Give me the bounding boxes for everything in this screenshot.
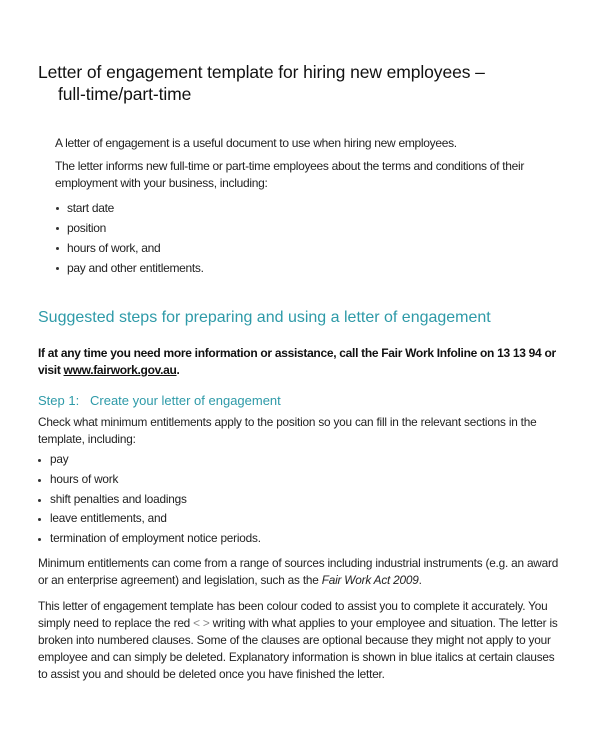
step-paragraph-2 — [38, 555, 560, 589]
fairwork-link[interactable]: www.fairwork.gov.au — [63, 363, 177, 377]
intro-paragraph-1: A letter of engagement is a useful document to use when hiring new employees. — [55, 136, 457, 150]
list-item: shift penalties and loadings — [38, 490, 560, 510]
step-number: Step 1: — [38, 393, 80, 408]
p2-end: . — [418, 572, 422, 587]
infoline-notice — [38, 345, 558, 379]
list-item: termination of employment notice periods. — [38, 529, 560, 549]
list-item: position — [55, 218, 555, 238]
infoline-text: If at any time you need more information or assistance, call the Fair Work Infoline on 13 13 94 or visit — [38, 346, 556, 377]
intro-paragraph-2: The letter informs new full-time or part-time employees about the terms and conditions of their employment with your business, including: — [55, 159, 525, 190]
title-line-1: Letter of engagement template for hiring new employees – — [38, 62, 485, 82]
list-item: pay and other entitlements. — [55, 258, 555, 278]
document-title — [38, 61, 485, 105]
list-item: start date — [55, 198, 555, 218]
section-heading: Suggested steps for preparing and using a letter of engagement — [38, 309, 491, 326]
intro-list — [55, 198, 555, 278]
entitlements-list — [38, 450, 560, 549]
act-name: Fair Work Act 2009 — [321, 572, 419, 587]
step-body — [38, 414, 560, 683]
step-heading — [38, 392, 281, 409]
p3-text-b: writing with what applies to your employee and situation. The letter is broken into numbered clauses. Some of the clauses are optional because they might not apply to your employee and can simply be deleted. Explanatory information is shown in blue italics at certain clauses to assist you and should be deleted once you have finished the letter. — [38, 615, 558, 681]
list-item: pay — [38, 450, 560, 470]
p2-text: Minimum entitlements can come from a range of sources including industrial instruments (e.g. an award or an enterprise agreement) and legislation, such as the — [38, 555, 559, 587]
step-paragraph-1: Check what minimum entitlements apply to the position so you can fill in the relevant sections in the template, including: — [38, 415, 537, 446]
intro-section — [55, 135, 555, 278]
list-item: hours of work, and — [55, 238, 555, 258]
infoline-end: . — [176, 363, 180, 377]
placeholder-marker: < > — [193, 615, 210, 630]
p3-text-a: This letter of engagement template has been colour coded to assist you to complete it accurately. You simply need to replace the red — [38, 598, 548, 630]
step-title: Create your letter of engagement — [90, 393, 281, 408]
list-item: hours of work — [38, 470, 560, 490]
title-line-2: full-time/part-time — [58, 84, 192, 104]
list-item: leave entitlements, and — [38, 509, 560, 529]
step-paragraph-3 — [38, 598, 560, 683]
